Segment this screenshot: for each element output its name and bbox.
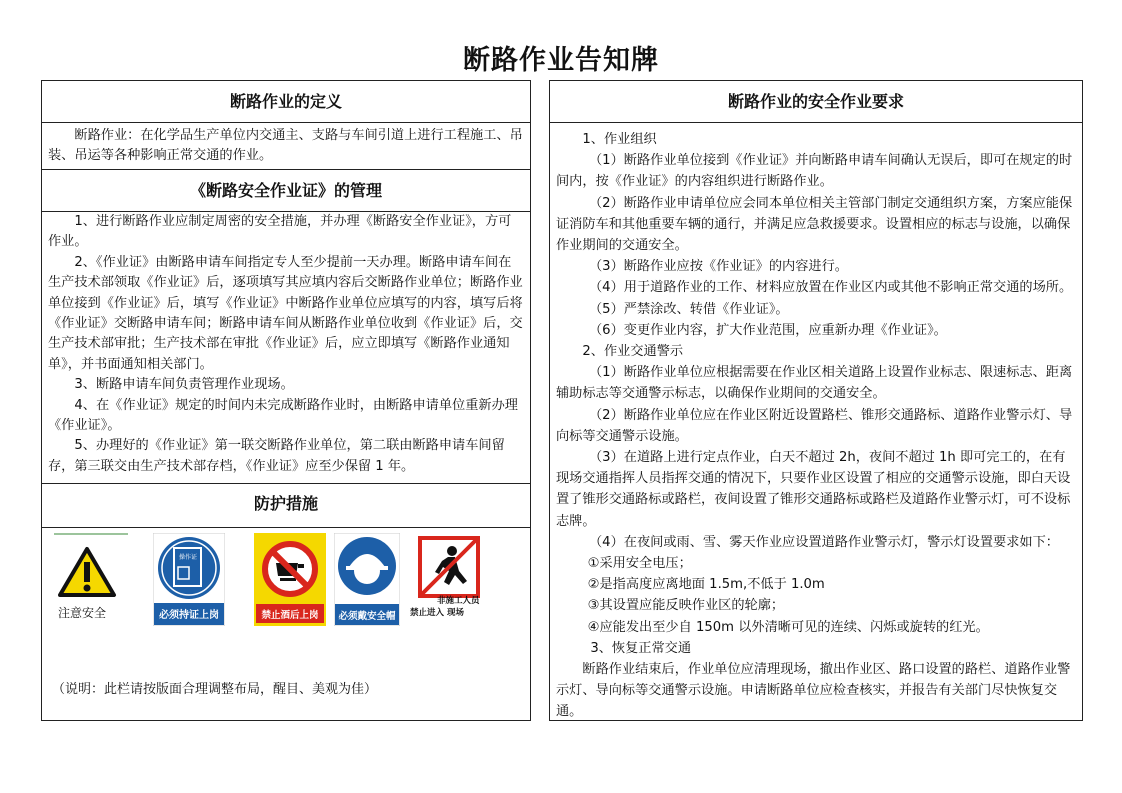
sign-warning: [50, 533, 132, 626]
sign-no-alcohol: [254, 533, 326, 626]
management-section: [42, 212, 530, 484]
protection-heading: 防护措施: [42, 484, 530, 528]
requirement-line: ④应能发出至少自 150m 以外清晰可见的连续、闪烁或旋转的红光。: [587, 619, 989, 635]
definition-section: [42, 123, 530, 170]
layout-note: （说明：此栏请按版面合理调整布局，醒目、美观为佳）: [52, 682, 378, 697]
sign-label: 禁止酒后上岗: [261, 610, 319, 621]
requirement-line: （6）变更作业内容，扩大作业范围，应重新办理《作业证》。: [589, 322, 947, 338]
management-item: 1、进行断路作业应制定周密的安全措施，并办理《断路安全作业证》，方可作业。: [48, 214, 512, 250]
requirement-line: （1）断路作业单位应根据需要在作业区相关道路上设置作业标志、限速标志、距离辅助标志等交通警示标志，以确保作业期间的交通安全。: [556, 365, 1073, 402]
requirement-line: （4）在夜间或雨、雪、雾天作业应设置道路作业警示灯，警示灯设置要求如下：: [589, 534, 1059, 550]
definition-heading: 断路作业的定义: [42, 81, 530, 123]
sign-permit: [153, 533, 225, 626]
management-item: 2、《作业证》由断路申请车间指定专人至少提前一天办理。断路申请车间在生产技术部领取《作业证》后，逐项填写其应填内容后交断路作业单位；断路作业单位接到《作业证》后，填写《作业证》中断路作业单位应填写的内容，填写后将《作业证》交断路申请车间；断路申请车间从断路作业单位收到《作业证》后，交生产技术部审批；生产技术部在审批《作业证》后，应立即填写《断路作业通知单》，并书面通知相关部门。: [48, 254, 523, 372]
right-panel: [549, 80, 1083, 721]
sign-helmet: [334, 533, 400, 626]
protection-signs: [42, 533, 530, 628]
requirement-line: 3、恢复正常交通: [590, 640, 692, 656]
requirement-line: 1、作业组织: [582, 132, 657, 147]
sign-label: 必须持证上岗: [159, 610, 219, 621]
management-item: 4、在《作业证》规定的时间内未完成断路作业时，由断路申请单位重新办理《作业证》。: [48, 397, 518, 434]
management-item: 3、断路申请车间负责管理作业现场。: [74, 377, 294, 393]
requirements-body: [550, 123, 1082, 723]
sign-label: 注意安全: [58, 606, 107, 620]
requirement-line: ③其设置应能反映作业区的轮廓；: [587, 598, 785, 614]
requirement-line: （5）严禁涂改、转借《作业证》。: [589, 301, 789, 317]
management-heading: 《断路安全作业证》的管理: [42, 170, 530, 212]
sign-label: 必须戴安全帽: [338, 611, 396, 622]
requirement-line: ①采用安全电压；: [587, 556, 692, 572]
requirement-line: （3）在道路上进行定点作业，白天不超过 2h，夜间不超过 1h 即可完工的，在有现场交通指挥人员指挥交通的情况下，只要作业区设置了相应的交通警示设施，即白天设置了锥形交通路标或路栏，夜间设置了锥形交通路标或路栏及道路作业警示灯，可不设标志牌。: [556, 450, 1071, 529]
requirement-line: （1）断路作业单位接到《作业证》并向断路申请车间确认无误后，即可在规定的时间内，按《作业证》的内容组织进行断路作业。: [556, 153, 1073, 190]
permit-sign-text: 操作证: [178, 554, 198, 561]
requirement-line: 2、作业交通警示: [582, 344, 684, 360]
management-item: 5、办理好的《作业证》第一联交断路作业单位，第二联由断路申请车间留存，第三联交由生产技术部存档，《作业证》应至少保留 1 年。: [48, 438, 505, 474]
sign-label: 非施工人员: [437, 596, 480, 606]
left-panel: [41, 80, 531, 721]
requirement-line: 断路作业结束后，作业单位应清理现场，撤出作业区、路口设置的路栏、道路作业警示灯、导向标等交通警示设施。申请断路单位应检查核实，并报告有关部门尽快恢复交通。: [556, 662, 1071, 720]
requirement-line: （2）断路作业单位应在作业区附近设置路栏、锥形交通路标、道路作业警示灯、导向标等交通警示设施。: [556, 407, 1073, 444]
sign-no-entry: [410, 533, 491, 626]
requirement-line: ②是指高度应离地面 1.5m,不低于 1.0m: [587, 577, 825, 593]
definition-text: 断路作业：在化学品生产单位内交通主、支路与车间引道上进行工程施工、吊装、吊运等各种影响正常交通的作业。: [48, 128, 523, 164]
requirement-line: （2）断路作业申请单位应会同本单位相关主管部门制定交通组织方案，方案应能保证消防车和其他重要车辆的通行，并满足应急救援要求。设置相应的标志与设施，以确保作业期间的交通安全。: [556, 195, 1073, 254]
requirement-line: （4）用于道路作业的工作、材料应放置在作业区内或其他不影响正常交通的场所。: [589, 280, 1073, 296]
requirements-heading: 断路作业的安全作业要求: [550, 81, 1082, 123]
page-title: 断路作业告知牌: [463, 45, 659, 76]
sign-label: 禁止进入 现场: [410, 608, 464, 618]
requirement-line: （3）断路作业应按《作业证》的内容进行。: [589, 259, 848, 275]
